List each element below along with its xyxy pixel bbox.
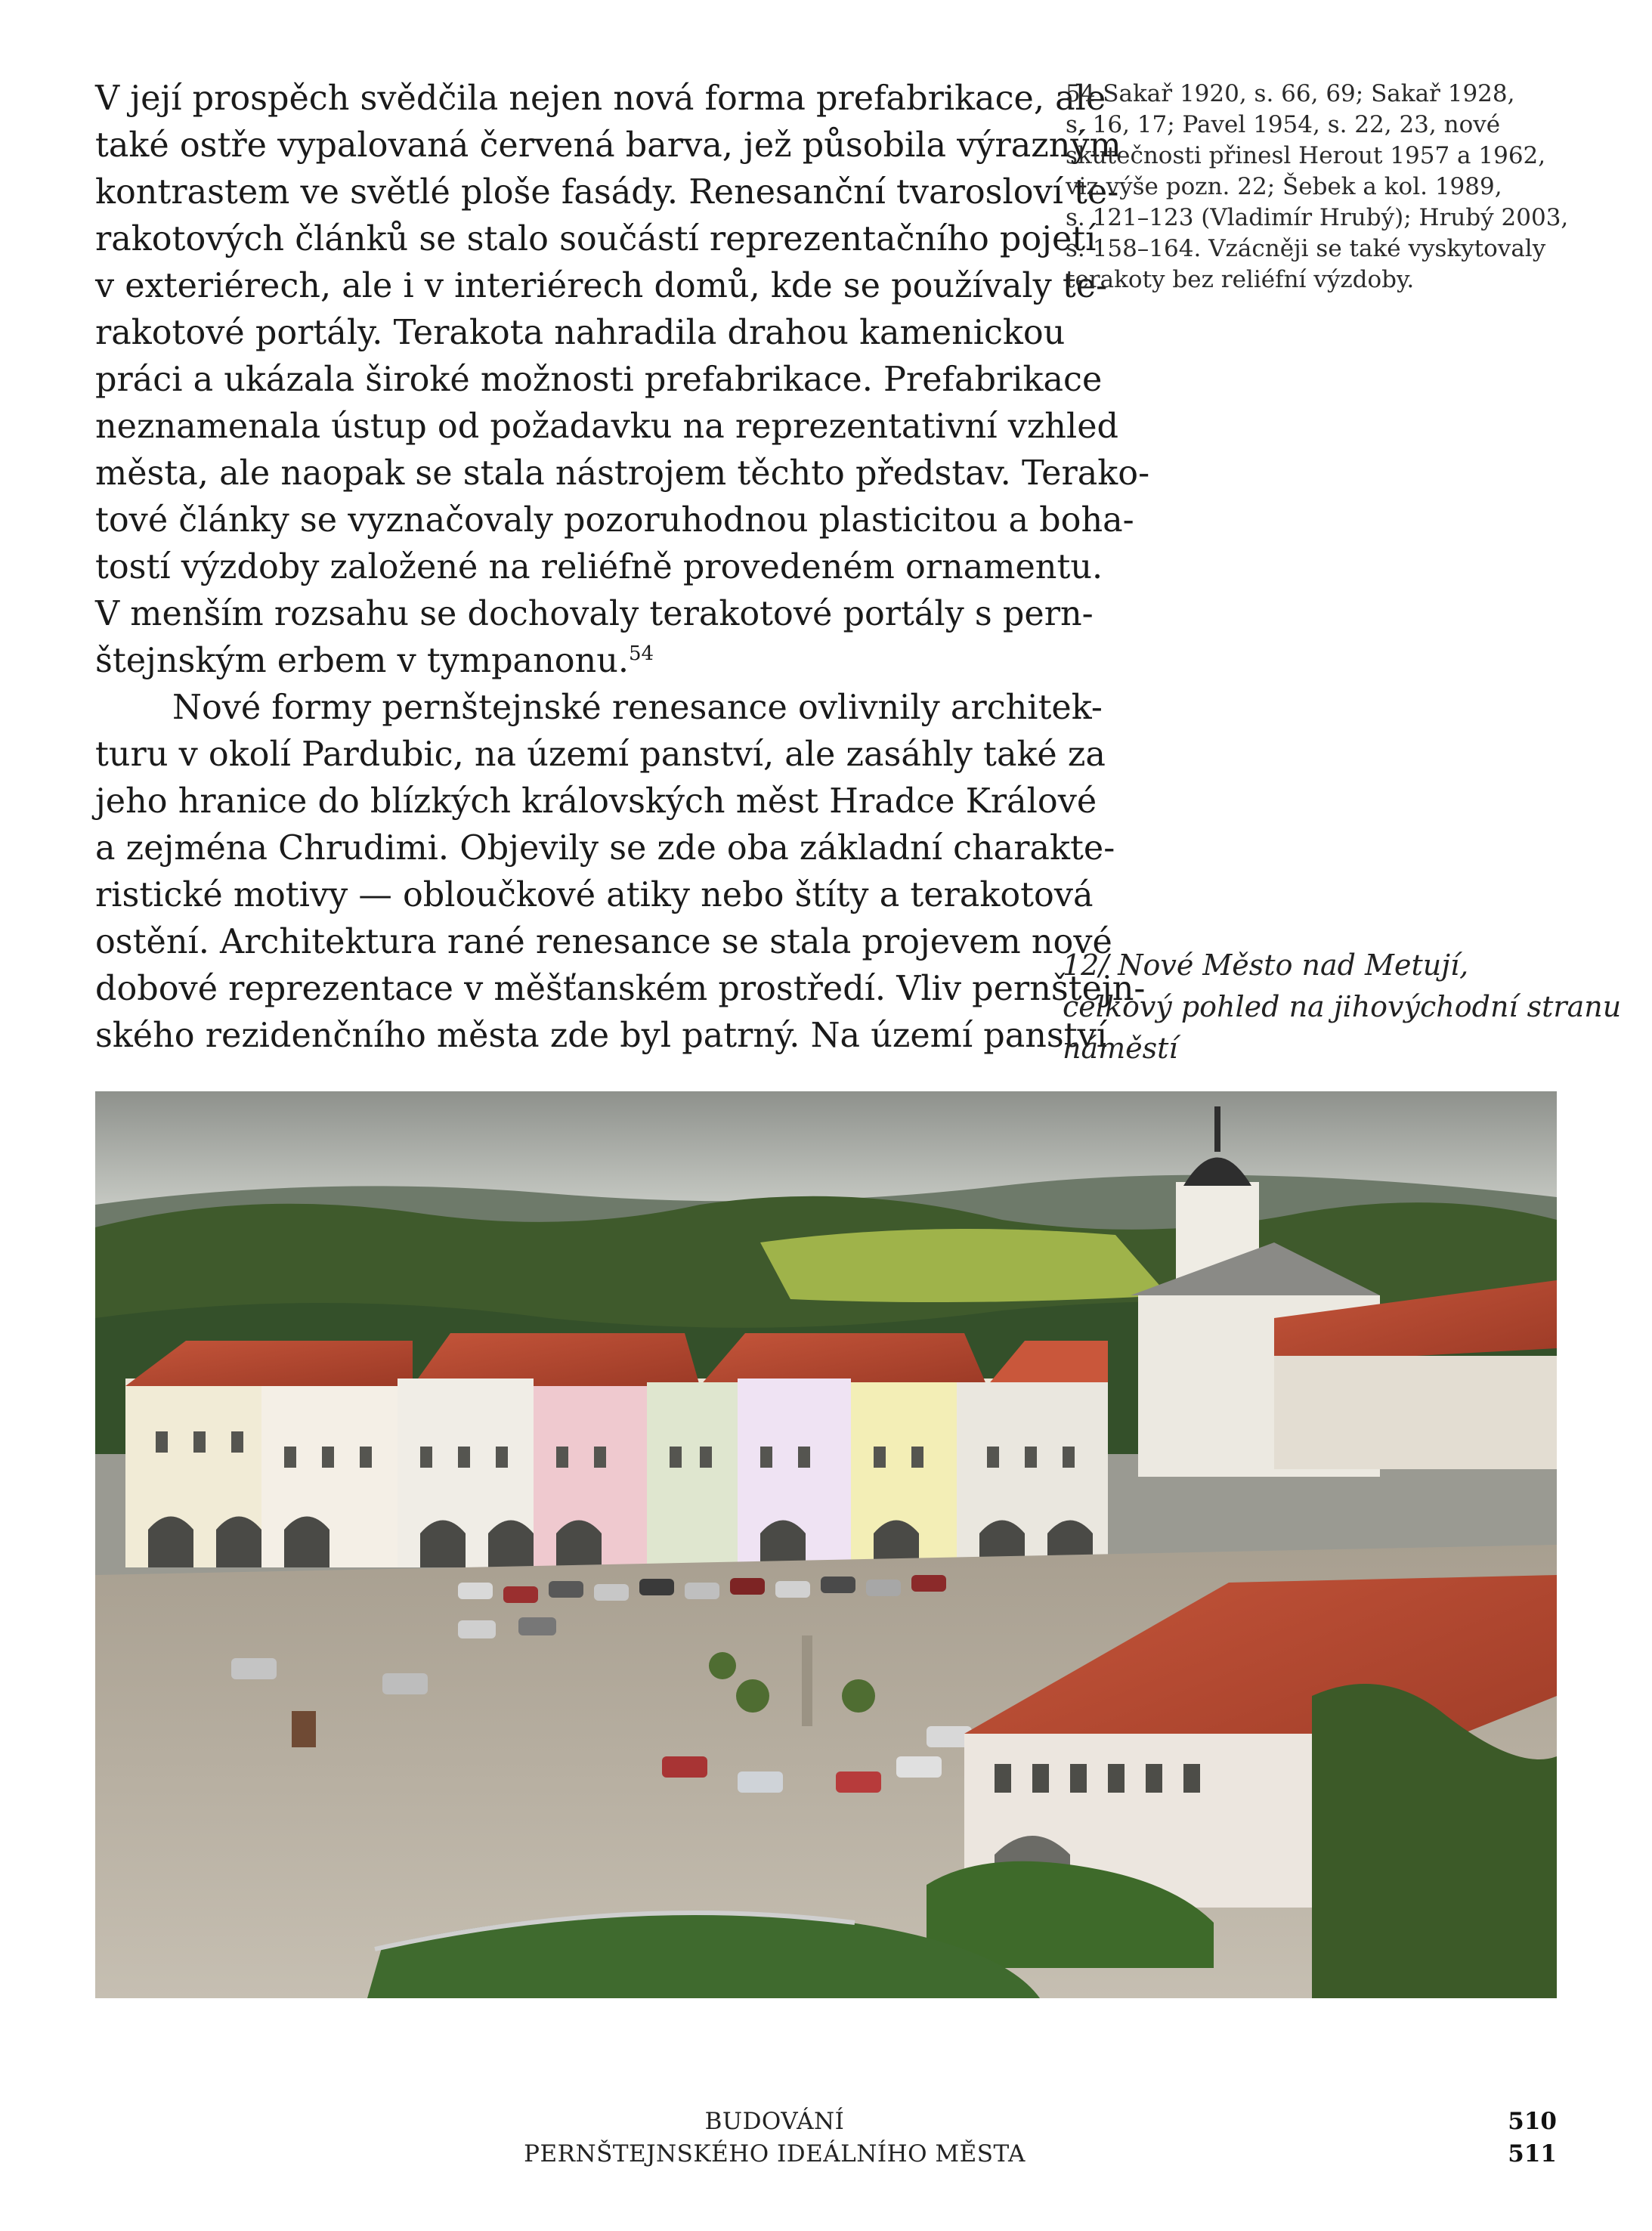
text-line: V menším rozsahu se dochovaly terakotové portály s pern-: [95, 595, 1094, 633]
footnote-line: skutečnosti přinesl Herout 1957 a 1962,: [1066, 142, 1546, 169]
footnote-line: terakoty bez reliéfní výzdoby.: [1066, 266, 1415, 293]
page-numbers: [1466, 2106, 1557, 2171]
text-line: práci a ukázala široké možnosti prefabrikace. Prefabrikace: [95, 360, 1103, 399]
caption-line: celkový pohled na jihovýchodní stranu: [1063, 990, 1622, 1023]
text-fragment: štejnským erbem v tympanonu.: [95, 642, 630, 680]
footnote-line: s. 158–164. Vzácněji se také vyskytovaly: [1066, 235, 1546, 262]
text-line: v exteriérech, ale i v interiérech domů, kde se používaly te-: [95, 267, 1108, 305]
text-line-last: [95, 638, 1032, 685]
text-line: tostí výzdoby založené na reliéfně provedeném ornamentu.: [95, 548, 1103, 586]
paragraph-1: [95, 76, 1150, 685]
text-line: ského rezidenčního města zde byl patrný. Na území panství: [95, 1016, 1107, 1055]
house-row: [125, 1333, 1108, 1567]
text-line: Nové formy pernštejnské renesance ovlivnily architek-: [172, 688, 1103, 727]
footnote-line: s. 121–123 (Vladimír Hrubý); Hrubý 2003,: [1066, 204, 1569, 231]
footnote-line: viz výše pozn. 22; Šebek a kol. 1989,: [1066, 173, 1502, 200]
kiosk: [292, 1711, 316, 1747]
text-line: tové články se vyznačovaly pozoruhodnou plasticitou a boha-: [95, 501, 1134, 540]
text-line: turu v okolí Pardubic, na území panství, ale zasáhly také za: [95, 735, 1106, 774]
town-square-photo: [95, 1091, 1557, 1998]
text-line: města, ale naopak se stala nástrojem těchto představ. Terako-: [95, 454, 1150, 493]
footer-line: PERNŠTEJNSKÉHO IDEÁLNÍHO MĚSTA: [524, 2140, 1026, 2168]
caption-line: náměstí: [1063, 1032, 1178, 1065]
text-line: neznamenala ústup od požadavku na reprezentativní vzhled: [95, 407, 1119, 446]
text-line: rakotových článků se stalo součástí reprezentačního pojetí: [95, 220, 1097, 258]
text-line: také ostře vypalovaná červená barva, jež působila výrazným: [95, 126, 1121, 165]
text-line: jeho hranice do blízkých královských měst Hradce Králové: [95, 782, 1097, 821]
page-number: 511: [1508, 2140, 1557, 2168]
footnote-reference: 54: [629, 642, 654, 666]
running-footer: [453, 2106, 1096, 2171]
footnote-54: [1066, 79, 1569, 296]
marian-column: [802, 1635, 812, 1726]
town-square-illustration: [95, 1091, 1557, 1998]
text-line: ristické motivy — obloučkové atiky nebo štíty a terakotová: [95, 876, 1094, 914]
footnote-line: s. 16, 17; Pavel 1954, s. 22, 23, nové: [1066, 111, 1501, 138]
text-line: ostění. Architektura rané renesance se stala projevem nové: [95, 923, 1112, 961]
text-line: V její prospěch svědčila nejen nová forma prefabrikace, ale: [95, 79, 1106, 118]
footnote-line: 54 Sakař 1920, s. 66, 69; Sakař 1928,: [1066, 80, 1515, 107]
text-line: kontrastem ve světlé ploše fasády. Renesanční tvarosloví te-: [95, 173, 1119, 212]
field: [760, 1229, 1168, 1302]
caption-line: 12/ Nové Město nad Metují,: [1063, 948, 1469, 982]
church-spire: [1214, 1106, 1220, 1152]
right-building-facade: [1274, 1356, 1557, 1469]
text-line: rakotové portály. Terakota nahradila drahou kamenickou: [95, 314, 1066, 352]
text-line: a zejména Chrudimi. Objevily se zde oba základní charakte-: [95, 829, 1115, 868]
footer-line: BUDOVÁNÍ: [704, 2108, 845, 2135]
figure-caption: [1063, 945, 1622, 1069]
text-line: dobové reprezentace v měšťanském prostředí. Vliv pernštejn-: [95, 970, 1146, 1008]
page-number: 510: [1508, 2108, 1557, 2135]
